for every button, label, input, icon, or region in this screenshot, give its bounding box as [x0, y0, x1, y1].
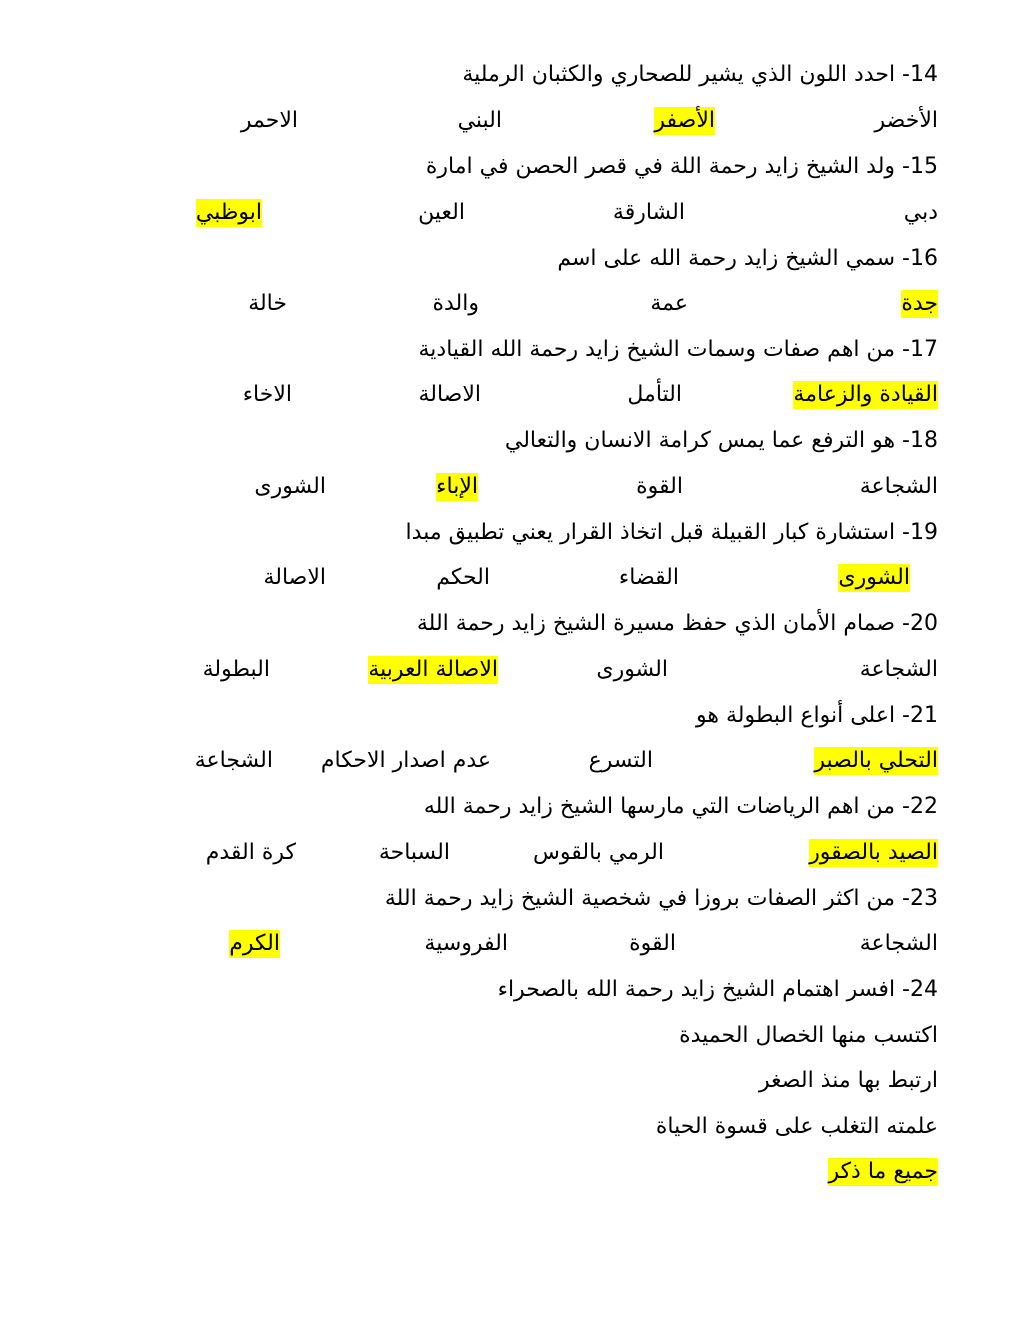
option: الشورى [596, 657, 668, 682]
option: القوة [629, 931, 676, 956]
question-23: 23- من اكثر الصفات بروزا في شخصية الشيخ زايد رحمة اللة [384, 886, 938, 911]
option: عمة [650, 291, 688, 316]
option: العين [418, 200, 465, 225]
option: الاصالة [418, 382, 481, 407]
option: دبي [903, 200, 938, 225]
question-14: 14- احدد اللون الذي يشير للصحاري والكثبان الرملية [462, 62, 938, 87]
option-answer: الكرم [229, 931, 280, 956]
option-answer: جدة [901, 291, 938, 316]
question-19: 19- استشارة كبار القبيلة قبل اتخاذ القرار يعني تطبيق مبدا [405, 520, 938, 545]
option-answer: ابوظبي [195, 200, 262, 225]
option: عدم اصدار الاحكام [320, 748, 491, 773]
option-answer: الإباء [436, 474, 478, 499]
question-20: 20- صمام الأمان الذي حفظ مسيرة الشيخ زايد رحمة اللة [416, 611, 938, 636]
option-answer: الأصفر [654, 108, 715, 133]
option-answer: الصيد بالصقور [809, 840, 938, 865]
option: الأخضر [874, 108, 938, 133]
option: الشجاعة [194, 748, 273, 773]
option: الفروسية [424, 931, 508, 956]
option: خالة [248, 291, 287, 316]
question-24: 24- افسر اهتمام الشيخ زايد رحمة الله بالصحراء [497, 977, 938, 1002]
option-answer: التحلي بالصبر [814, 748, 938, 773]
option: الشورى [254, 474, 326, 499]
option: والدة [432, 291, 479, 316]
option-answer: جميع ما ذكر [828, 1159, 938, 1184]
option: التسرع [588, 748, 653, 773]
question-21: 21- اعلى أنواع البطولة هو [696, 703, 938, 728]
option: الاحمر [240, 108, 298, 133]
option: البني [457, 108, 502, 133]
question-17: 17- من اهم صفات وسمات الشيخ زايد رحمة الله القيادية [418, 337, 938, 362]
option: الشارقة [612, 200, 685, 225]
option: الحكم [436, 565, 490, 590]
option: البطولة [202, 657, 270, 682]
option: التأمل [627, 382, 682, 407]
option: الاخاء [242, 382, 292, 407]
option-answer: القيادة والزعامة [793, 382, 938, 407]
question-18: 18- هو الترفع عما يمس كرامة الانسان والتعالي [504, 428, 938, 453]
question-15: 15- ولد الشيخ زايد رحمة اللة في قصر الحصن في امارة [425, 154, 938, 179]
option: الشجاعة [859, 474, 938, 499]
option: الشجاعة [859, 657, 938, 682]
question-16: 16- سمي الشيخ زايد رحمة الله على اسم [557, 246, 938, 271]
option: ارتبط بها منذ الصغر [759, 1068, 938, 1093]
option: علمته التغلب على قسوة الحياة [655, 1114, 938, 1139]
option: الاصالة [263, 565, 326, 590]
option: السباحة [378, 840, 450, 865]
option: الشجاعة [859, 931, 938, 956]
option: القضاء [618, 565, 679, 590]
option: كرة القدم [205, 840, 296, 865]
option: القوة [636, 474, 683, 499]
option: الرمي بالقوس [533, 840, 664, 865]
question-22: 22- من اهم الرياضات التي مارسها الشيخ زايد رحمة الله [423, 794, 938, 819]
option: اكتسب منها الخصال الحميدة [679, 1023, 938, 1048]
option-answer: الاصالة العربية [368, 657, 498, 682]
option-answer: الشورى [838, 565, 910, 590]
